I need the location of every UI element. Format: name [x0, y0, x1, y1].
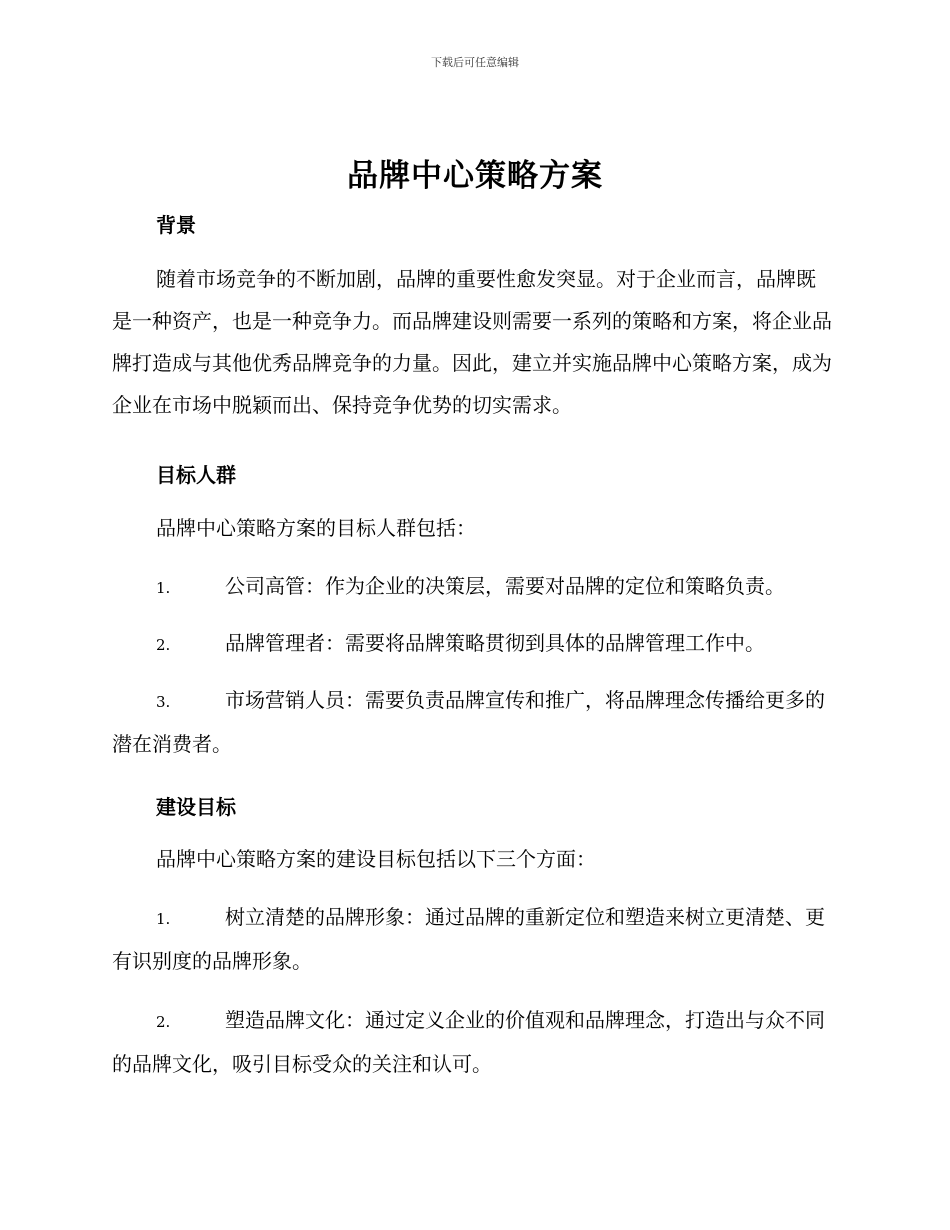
list-number: 1.: [156, 910, 171, 928]
section-heading-audience: 目标人群: [156, 463, 236, 487]
page-header-note: 下载后可任意编辑: [431, 56, 519, 69]
audience-list-item: [112, 622, 834, 666]
list-text: 树立清楚的品牌形象：通过品牌的重新定位和塑造来树立更清楚、更有识别度的品牌形象。: [112, 905, 825, 973]
audience-list-item: [112, 565, 834, 609]
section-heading-background: 背景: [156, 213, 196, 237]
audience-intro: 品牌中心策略方案的目标人群包括：: [156, 516, 476, 540]
goals-list-item: [112, 896, 834, 982]
list-text: 品牌管理者：需要将品牌策略贯彻到具体的品牌管理工作中。: [225, 631, 765, 655]
document-title: 品牌中心策略方案: [347, 158, 603, 194]
list-text: 公司高管：作为企业的决策层，需要对品牌的定位和策略负责。: [225, 574, 785, 598]
section-heading-goals: 建设目标: [156, 795, 236, 819]
goals-intro: 品牌中心策略方案的建设目标包括以下三个方面：: [156, 847, 596, 871]
list-number: 2.: [156, 1013, 171, 1031]
list-number: 3.: [156, 693, 171, 711]
list-number: 2.: [156, 636, 171, 654]
list-text: 市场营销人员：需要负责品牌宣传和推广，将品牌理念传播给更多的潜在消费者。: [112, 688, 825, 756]
goals-list-item: [112, 999, 834, 1085]
list-text: 塑造品牌文化：通过定义企业的价值观和品牌理念，打造出与众不同的品牌文化，吸引目标受众的关注和认可。: [112, 1008, 825, 1076]
background-paragraph: 随着市场竞争的不断加剧，品牌的重要性愈发突显。对于企业而言，品牌既是一种资产，也是一种竞争力。而品牌建设则需要一系列的策略和方案，将企业品牌打造成与其他优秀品牌竞争的力量。因此，建立并实施品牌中心策略方案，成为企业在市场中脱颖而出、保持竞争优势的切实需求。: [112, 267, 832, 417]
list-number: 1.: [156, 579, 171, 597]
audience-list-item: [112, 679, 834, 765]
